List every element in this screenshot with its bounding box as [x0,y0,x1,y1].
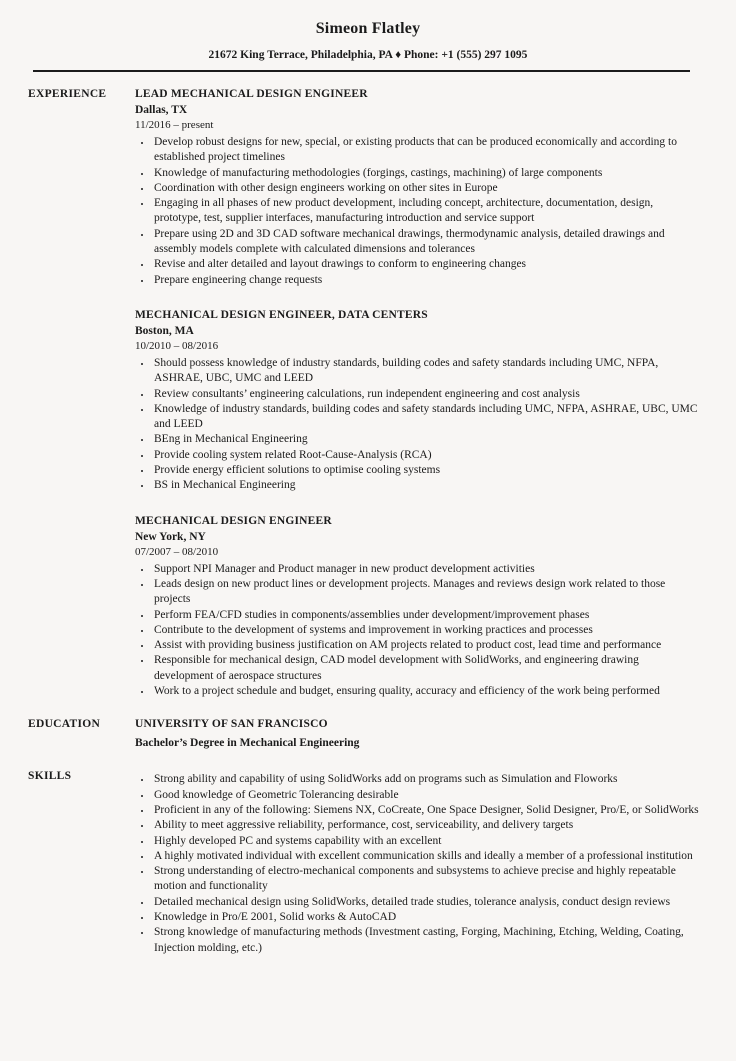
job-entry-2 [135,308,700,494]
education-content [135,717,700,751]
job-title: MECHANICAL DESIGN ENGINEER [135,514,332,527]
job-dates: 10/2010 – 08/2016 [135,339,219,352]
job-bullet: • Perform FEA/CFD studies in components/assemblies under development/improvement phases [152,608,700,623]
job-bullet: • Prepare using 2D and 3D CAD software mechanical drawings, thermodynamic analysis, detailed drawings and assembly models complete with calculated dimensions and tolerances [152,227,700,258]
job-title: LEAD MECHANICAL DESIGN ENGINEER [135,88,368,100]
skill-bullet: • A highly motivated individual with excellent communication skills and ideally a member of a professional institution [152,849,700,864]
job-location: Boston, MA [135,324,194,337]
contact-line: 21672 King Terrace, Philadelphia, PA ♦ Phone: +1 (555) 297 1095 [208,49,528,61]
skills-bullet-list [135,772,700,956]
job-bullet-list [135,562,700,700]
job-bullet: • Leads design on new product lines or development projects. Manages and reviews design work related to those projects [152,577,700,608]
section-education [28,717,700,751]
job-bullet: • Contribute to the development of systems and improvement in working practices and processes [152,623,700,638]
degree-name: Bachelor’s Degree in Mechanical Engineering [135,737,360,750]
job-bullet: • BEng in Mechanical Engineering [152,432,700,447]
skill-bullet: • Strong ability and capability of using SolidWorks add on programs such as Simulation and Floworks [152,772,700,787]
job-bullet: • Revise and alter detailed and layout drawings to conform to engineering changes [152,257,700,272]
skill-bullet: • Strong knowledge of manufacturing methods (Investment casting, Forging, Machining, Etching, Welding, Coating, Injection molding, etc.) [152,925,700,956]
job-dates: 11/2016 – present [135,119,214,131]
job-location: Dallas, TX [135,104,188,116]
skills-content [135,769,700,956]
job-bullet: • Should possess knowledge of industry standards, building codes and safety standards including UMC, NFPA, ASHRAE, UBC, UMC and LEED [152,356,700,387]
job-bullet: • Assist with providing business justification on AM projects related to product cost, lead time and performance [152,638,700,653]
experience-content [135,87,700,699]
skill-bullet: • Proficient in any of the following: Siemens NX, CoCreate, One Space Designer, Solid Designer, Pro/E, or SolidWorks [152,803,700,818]
skill-bullet: • Detailed mechanical design using SolidWorks, detailed trade studies, tolerance analysis, conduct design reviews [152,895,700,910]
job-bullet: • Prepare engineering change requests [152,273,700,288]
section-label-education: EDUCATION [28,718,101,731]
skill-bullet: • Ability to meet aggressive reliability, performance, cost, serviceability, and delivery targets [152,818,700,833]
job-bullet: • Provide energy efficient solutions to optimise cooling systems [152,463,700,478]
document-header [0,0,736,62]
job-bullet: • Develop robust designs for new, special, or existing products that can be produced economically and according to established project timelines [152,135,700,166]
school-name: UNIVERSITY OF SAN FRANCISCO [135,718,328,731]
section-skills [28,769,700,956]
job-entry-1 [135,87,700,288]
resume-body [0,72,736,956]
person-name: Simeon Flatley [315,20,421,37]
job-location: New York, NY [135,530,206,543]
job-bullet: • Knowledge of industry standards, building codes and safety standards including UMC, NFPA, ASHRAE, UBC, UMC and LEED [152,402,700,433]
job-bullet: • Coordination with other design engineers working on other sites in Europe [152,181,700,196]
job-bullet: • Provide cooling system related Root-Cause-Analysis (RCA) [152,448,700,463]
skill-bullet: • Knowledge in Pro/E 2001, Solid works & AutoCAD [152,910,700,925]
section-label-skills: SKILLS [28,770,72,783]
job-bullet: • BS in Mechanical Engineering [152,478,700,493]
skill-bullet: • Good knowledge of Geometric Tolerancing desirable [152,788,700,803]
job-bullet: • Engaging in all phases of new product development, including concept, architecture, documentation, design, prototype, test, supplier interfaces, manufacturing introduction and service support [152,196,700,227]
job-bullet-list [135,356,700,494]
job-bullet: • Responsible for mechanical design, CAD model development with SolidWorks, and engineering drawing development of aerospace structures [152,653,700,684]
job-bullet: • Support NPI Manager and Product manager in new product development activities [152,562,700,577]
job-dates: 07/2007 – 08/2010 [135,545,219,558]
job-bullet: • Review consultants’ engineering calculations, run independent engineering and cost analysis [152,387,700,402]
skill-bullet: • Highly developed PC and systems capability with an excellent [152,834,700,849]
section-experience [28,87,700,699]
job-title: MECHANICAL DESIGN ENGINEER, DATA CENTERS [135,308,428,321]
job-bullet: • Knowledge of manufacturing methodologies (forgings, castings, machining) of large components [152,166,700,181]
skill-bullet: • Strong understanding of electro-mechanical components and subsystems to achieve precise and highly repeatable motion and functionality [152,864,700,895]
job-entry-3 [135,514,700,700]
job-bullet: • Work to a project schedule and budget, ensuring quality, accuracy and efficiency of the work being performed [152,684,700,699]
section-label-experience: EXPERIENCE [28,88,107,100]
job-bullet-list [135,135,700,288]
